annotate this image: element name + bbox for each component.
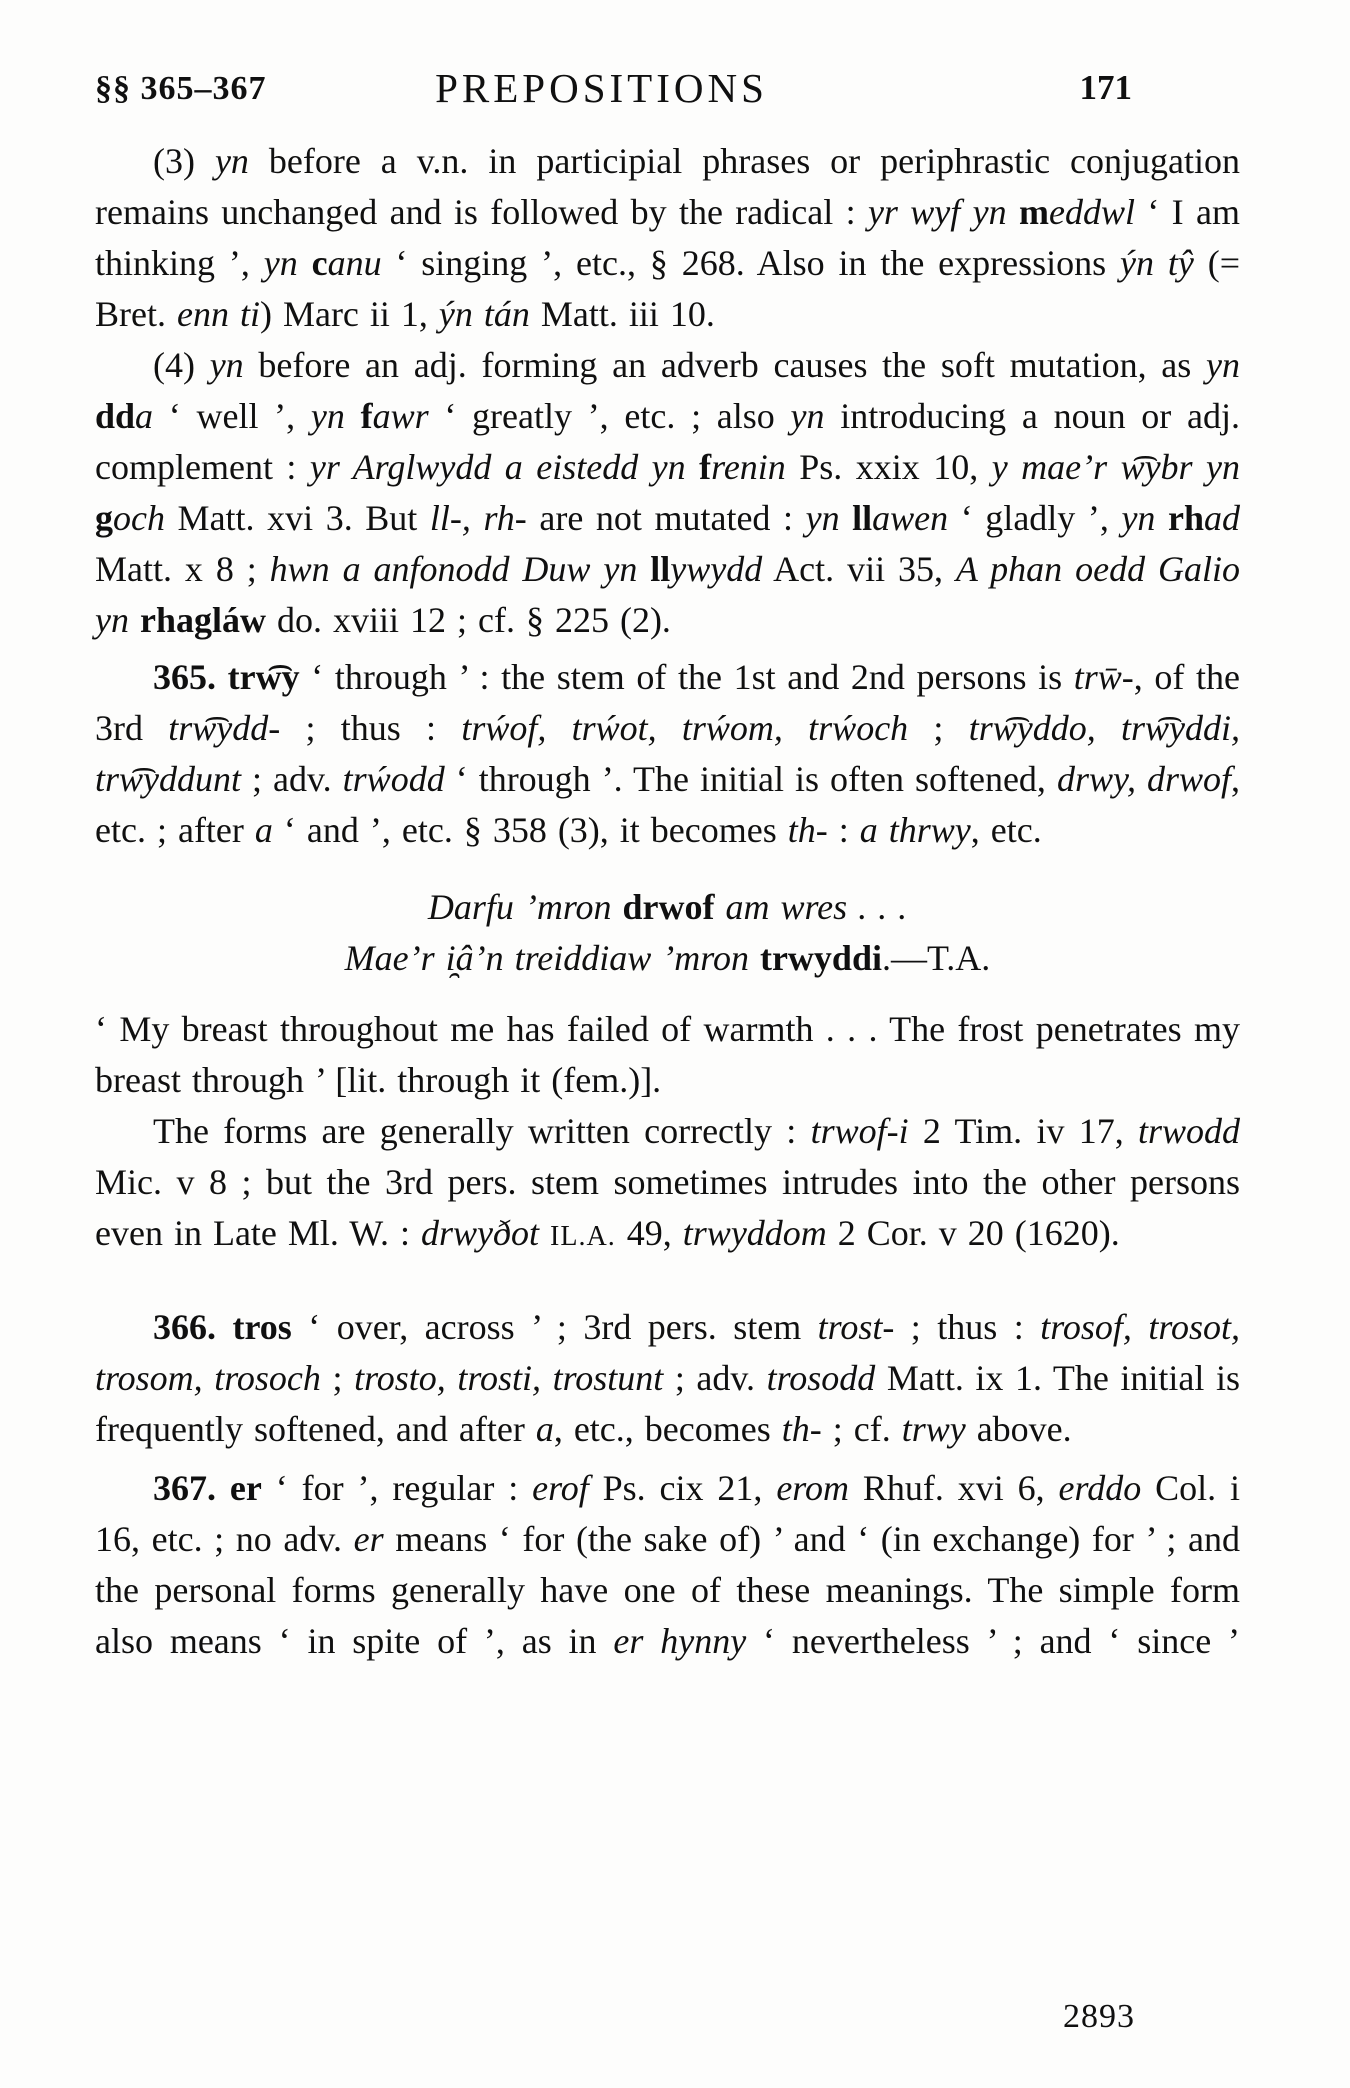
translation-paragraph: ‘ My breast throughout me has failed of warmth . . . The frost penetrates my breast through ’ [lit. through it (fem.)]. [95, 1009, 1240, 1100]
header-page-number: 171 [1079, 68, 1132, 107]
header-title: PREPOSITIONS [435, 65, 768, 111]
poem-line-2: Mae’r i̯â’n treiddiaw ’mron trwyddi.—T.A. [344, 938, 991, 978]
paragraph-4: (4) yn before an adj. forming an adverb causes the soft mutation, as yn dda ‘ well ’, yn fawr ‘ greatly ’, etc. ; also yn introducing a noun or adj. complement : yr Arglwydd a eistedd yn frenin Ps. xxix 10, y mae’r w͡ybr yn goch Matt. xvi 3. But ll-, rh- are not mutated : yn llawen ‘ gladly ’, yn rhad Matt. x 8 ; hwn a anfonodd Duw yn llywydd Act. vii 35, A phan oedd Galio yn rhagláw do. xviii 12 ; cf. § 225 (2). [95, 345, 1241, 640]
running-head [95, 64, 1238, 114]
paragraph-3: (3) yn before a v.n. in participial phrases or periphrastic conjugation remains unchanged and is followed by the radical : yr wyf yn meddwl ‘ I am thinking ’, yn canu ‘ singing ’, etc., § 268. Also in the expressions ýn tŷ (= Bret. enn ti) Marc ii 1, ýn tán Matt. iii 10. [95, 141, 1241, 334]
poem-line-1: Darfu ’mron drwof am wres . . . [427, 887, 908, 927]
footer-scan-number: 2893 [1063, 1998, 1135, 2035]
section-365: 365. trw͡y ‘ through ’ : the stem of the 1st and 2nd persons is trw̄-, of the 3rd trw͡ydd- ; thus : trẃof, trẃot, trẃom, trẃoch ; trw͡yddo, trw͡yddi, trw͡yddunt ; adv. trẃodd ‘ through ’. The initial is often softened, drwy, drwof, etc. ; after a ‘ and ’, etc. § 358 (3), it becomes th- : a thrwy, etc. [95, 657, 1241, 850]
header-section-range: §§ 365–367 [95, 70, 267, 107]
section-367: 367. er ‘ for ’, regular : erof Ps. cix 21, erom Rhuf. xvi 6, erddo Col. i 16, etc. ; no adv. er means ‘ for (the sake of) ’ and ‘ (in exchange) for ’ ; and the personal forms generally have one of these meanings. The simple form also means ‘ in spite of ’, as in er hynny ‘ nevertheless ’ ; and ‘ since ’ [95, 1468, 1240, 1661]
section-366: 366. tros ‘ over, across ’ ; 3rd pers. stem trost- ; thus : trosof, trosot, trosom, trosoch ; trosto, trosti, trostunt ; adv. trosodd Matt. ix 1. The initial is frequently softened, and after a, etc., becomes th- ; cf. trwy above. [95, 1307, 1241, 1449]
poem-quotation [95, 882, 1240, 984]
forms-paragraph: The forms are generally written correctly : trwof-i 2 Tim. iv 17, trwodd Mic. v 8 ; but the 3rd pers. stem sometimes intrudes into the other persons even in Late Ml. W. : drwyðot IL.A. 49, trwyddom 2 Cor. v 20 (1620). [95, 1111, 1240, 1253]
body-text [95, 136, 1240, 1667]
